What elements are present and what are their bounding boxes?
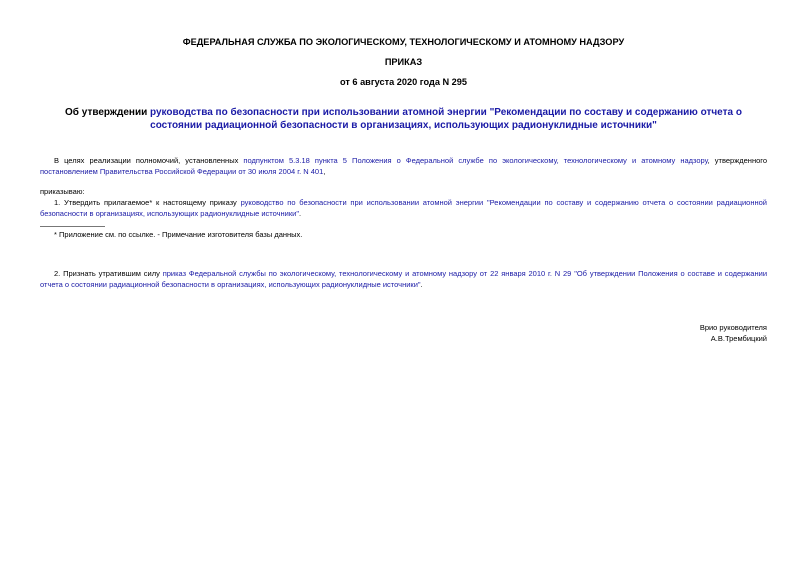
signatory-name: А.В.Трембицкий [710, 334, 767, 343]
p3-text-b: . [299, 208, 302, 218]
previous-order-link[interactable]: приказ Федеральной службы по экологическому, технологическому и атомному надзору от 22 января 2010 г. N 29 "Об утверждении Положения о составе и содержании отчета о состоянии радиационной безопасности в организациях, использующих радионуклидные источники" [40, 269, 768, 289]
paragraph-item-2 [40, 269, 767, 290]
p3-text-a: 1. Утвердить прилагаемое* к настоящему приказу [54, 198, 241, 207]
regulation-link[interactable]: подпунктом 5.3.18 пункта 5 Положения о Федеральной службе по экологическому, технологическому и атомному надзору [243, 156, 708, 165]
p1-text-a: В целях реализации полномочий, установленных [54, 156, 244, 165]
title-prefix: Об утверждении [65, 107, 151, 118]
government-decree-link[interactable]: постановлением Правительства Российской Федерации от 30 июля 2004 г. N 401 [40, 166, 324, 176]
document-title [40, 106, 767, 132]
document-date-number: от 6 августа 2020 года N 295 [339, 77, 468, 87]
p1-text-b: , утвержденного [707, 156, 767, 165]
footnote: * Приложение см. по ссылке. - Примечание изготовителя базы данных. [54, 230, 303, 239]
paragraph-order-word: приказываю: [40, 187, 85, 196]
paragraph-item-1 [40, 198, 767, 219]
guide-link[interactable]: руководство по безопасности при использовании атомной энергии "Рекомендации по составу и содержанию отчета о состоянии радиационной безопасности в организациях, использующих радионуклидные источники" [40, 198, 767, 218]
paragraph-basis [40, 156, 767, 177]
p4-text-a: 2. Признать утратившим силу [54, 269, 163, 278]
p1-text-c: , [323, 166, 326, 176]
title-link[interactable]: руководства по безопасности при использовании атомной энергии "Рекомендации по составу и содержанию отчета о состоянии радиационной безопасности в организациях, использующих радионуклидные источники" [150, 107, 742, 131]
footnote-divider [40, 226, 105, 227]
p4-text-b: . [420, 279, 423, 289]
signatory-role: Врио руководителя [699, 323, 767, 332]
document-type: ПРИКАЗ [384, 57, 423, 67]
agency-name: ФЕДЕРАЛЬНАЯ СЛУЖБА ПО ЭКОЛОГИЧЕСКОМУ, ТЕХНОЛОГИЧЕСКОМУ И АТОМНОМУ НАДЗОРУ [182, 37, 625, 47]
